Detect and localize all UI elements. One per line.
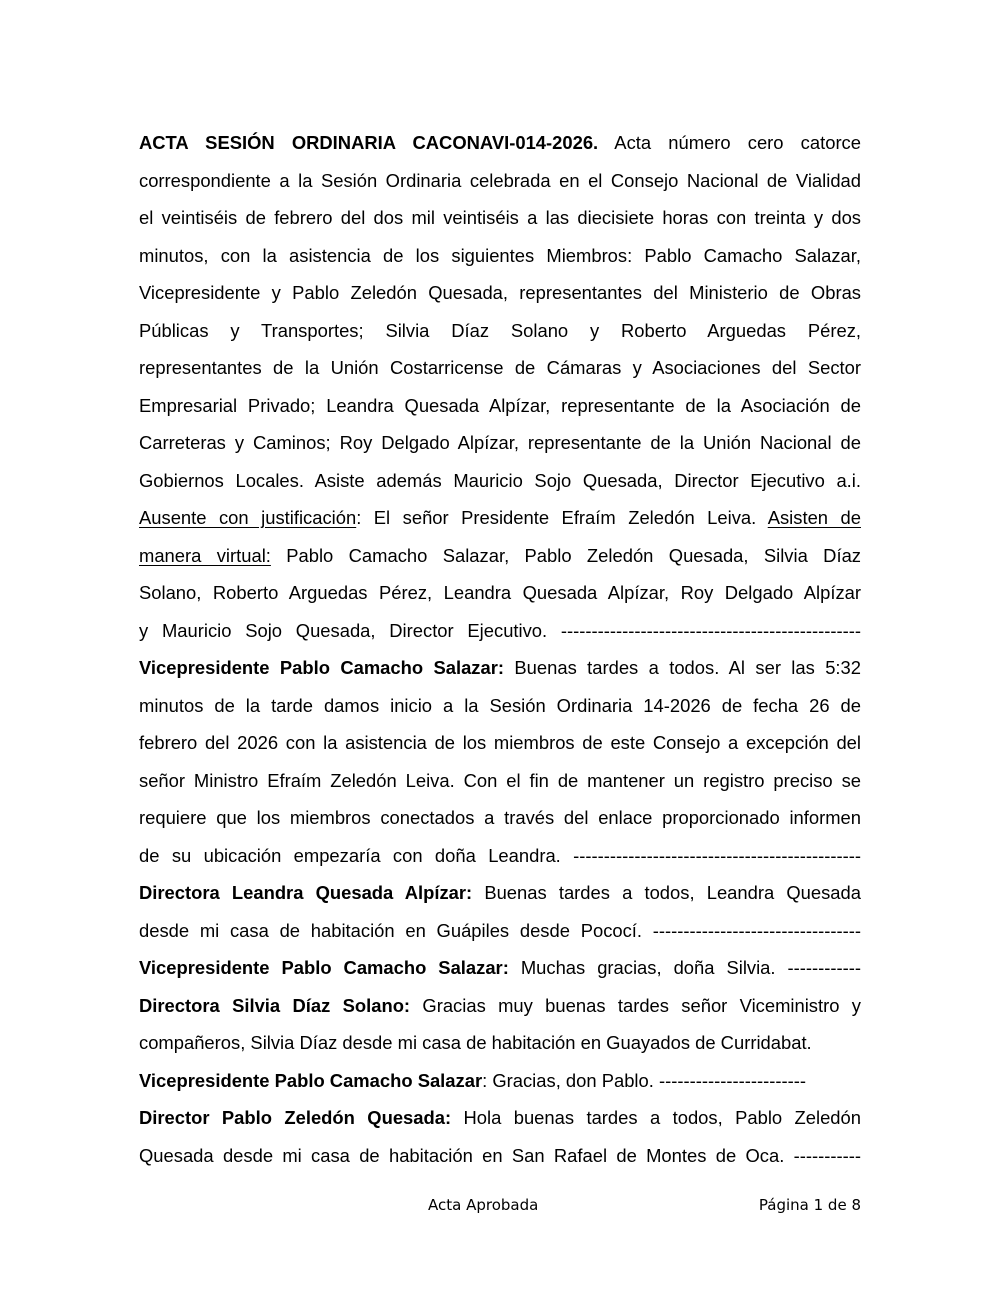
speaker-label: ACTA SESIÓN ORDINARIA CACONAVI-014-2026. [139,132,599,153]
text-segment: minutos, con la asistencia de los siguientes Miembros: Pablo Camacho Salazar, [139,244,861,266]
underlined-text: manera virtual: [139,544,271,566]
text-segment: : El señor Presidente Efraím Zeledón Leiva. [356,507,768,528]
text-segment: minutos de la tarde damos inicio a la Sesión Ordinaria 14-2026 de fecha 26 de [139,694,861,716]
text-line [139,387,861,425]
text-segment: Solano, Roberto Arguedas Pérez, Leandra Quesada Alpízar, Roy Delgado Alpízar [139,582,861,603]
underlined-text: Ausente con justificación [139,507,357,528]
text-segment: desde mi casa de habitación en Guápiles desde Pococí. ---------------------------------- [139,919,861,941]
text-segment: representantes de la Unión Costarricense de Cámaras y Asociaciones del Sector [139,357,861,378]
minutes-body [139,124,861,1174]
text-line [139,162,861,200]
text-segment: compañeros, Silvia Díaz desde mi casa de habitación en Guayados de Curridabat. [139,1032,812,1053]
text-line [139,987,861,1025]
text-line [139,274,861,312]
text-segment: y Mauricio Sojo Quesada, Director Ejecutivo. ------------------------------------------------- [139,619,861,641]
speaker-label: Directora Leandra Quesada Alpízar: [139,882,473,903]
text-line [139,1062,861,1100]
text-segment: : Gracias, don Pablo. ------------------------ [482,1069,806,1091]
text-line [139,1099,861,1137]
speaker-label: Director Pablo Zeledón Quesada: [139,1107,452,1128]
text-line [139,799,861,837]
text-segment: Buenas tardes a todos, Leandra Quesada [472,882,861,903]
footer-status: Acta Aprobada [428,1196,539,1214]
text-line [139,874,861,912]
text-segment: correspondiente a la Sesión Ordinaria celebrada en el Consejo Nacional de Vialidad [139,169,861,191]
text-line [139,612,861,650]
text-line [139,537,861,575]
text-line [139,312,861,350]
text-line [139,912,861,950]
text-segment: Vicepresidente y Pablo Zeledón Quesada, representantes del Ministerio de Obras [139,282,861,303]
text-line [139,237,861,275]
text-line [139,724,861,762]
text-line [139,1137,861,1175]
text-segment: Gracias muy buenas tardes señor Viceministro y [410,994,861,1016]
footer-page-number: Página 1 de 8 [758,1196,861,1214]
text-line [139,574,861,612]
text-segment: Carreteras y Caminos; Roy Delgado Alpízar, representante de la Unión Nacional de [139,432,861,453]
speaker-label: Directora Silvia Díaz Solano: [139,994,411,1016]
speaker-label: Vicepresidente Pablo Camacho Salazar: [139,657,505,678]
text-segment: Empresarial Privado; Leandra Quesada Alpízar, representante de la Asociación de [139,394,861,416]
text-segment: Gobiernos Locales. Asiste además Mauricio Sojo Quesada, Director Ejecutivo a.i. [139,469,861,491]
text-segment: Pablo Camacho Salazar, Pablo Zeledón Quesada, Silvia Díaz [270,544,861,566]
text-segment: Buenas tardes a todos. Al ser las 5:32 [504,657,861,678]
text-line [139,424,861,462]
text-segment: de su ubicación empezaría con doña Leandra. ----------------------------------------------- [139,844,861,866]
speaker-label: Vicepresidente Pablo Camacho Salazar: [139,957,509,978]
text-segment: Públicas y Transportes; Silvia Díaz Solano y Roberto Arguedas Pérez, [139,319,861,341]
text-segment: señor Ministro Efraím Zeledón Leiva. Con el fin de mantener un registro preciso se [139,769,861,791]
text-line [139,687,861,725]
text-line [139,199,861,237]
text-line [139,762,861,800]
text-line [139,499,861,537]
text-segment: febrero del 2026 con la asistencia de los miembros de este Consejo a excepción del [139,732,861,753]
text-line [139,124,861,162]
text-line [139,349,861,387]
text-line [139,1024,861,1062]
text-segment: Hola buenas tardes a todos, Pablo Zeledón [451,1107,861,1128]
text-segment: el veintiséis de febrero del dos mil veintiséis a las diecisiete horas con treinta y dos [139,207,861,228]
text-line [139,649,861,687]
text-line [139,462,861,500]
text-segment: Quesada desde mi casa de habitación en San Rafael de Montes de Oca. ----------- [139,1144,861,1166]
text-line [139,949,861,987]
text-line [139,837,861,875]
underlined-text: Asisten de [767,507,861,528]
text-segment: Muchas gracias, doña Silvia. ------------ [508,957,861,978]
text-segment: Acta número cero catorce [598,132,861,153]
speaker-label: Vicepresidente Pablo Camacho Salazar [139,1069,483,1091]
text-segment: requiere que los miembros conectados a través del enlace proporcionado informen [139,807,861,828]
